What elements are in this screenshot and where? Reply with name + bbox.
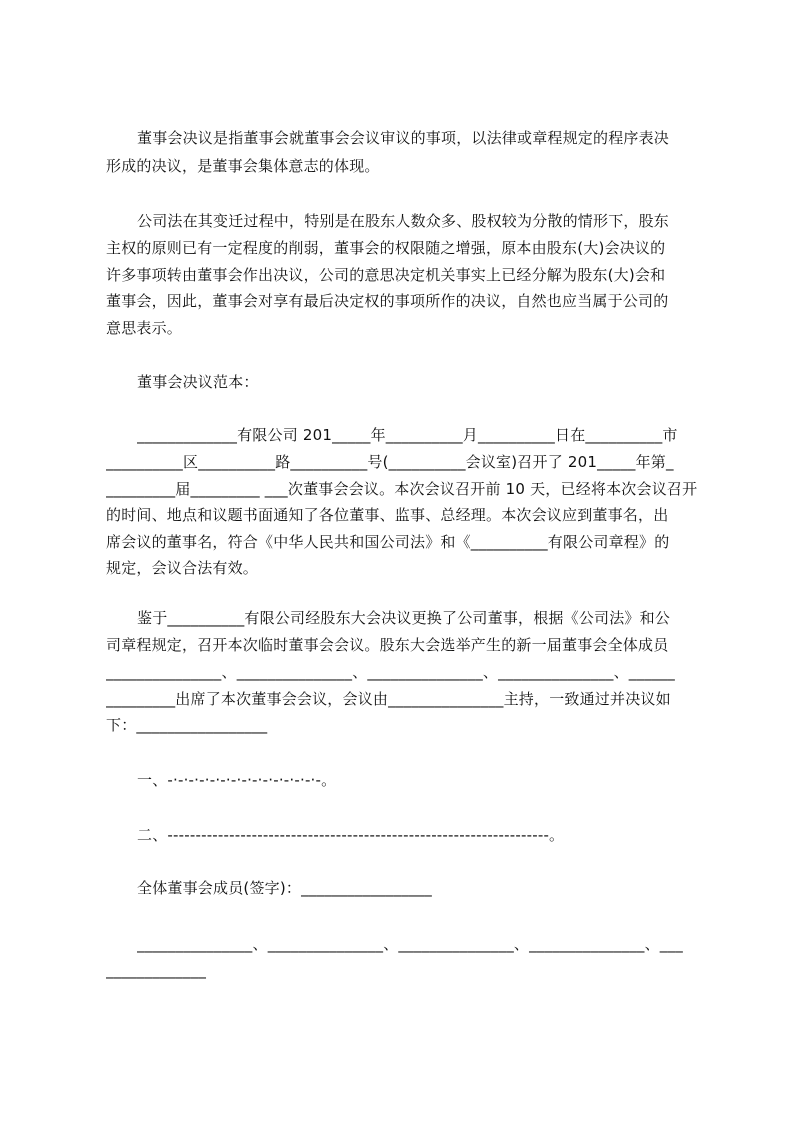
item-one: 一、-·-·-·-·-·-·-·-·-·-·-·-·-·-·-。	[137, 771, 337, 789]
para-meeting-info-line-1: _____________有限公司 201_____年__________月__________日在__________市	[137, 426, 678, 444]
para-company-law-line-3: 许多事项转由董事会作出决议，公司的意思决定机关事实上已经分解为股东(大)会和	[106, 266, 666, 284]
item-two: 二、--------------------------------------------------------------------。	[137, 826, 565, 844]
signature-lines-line-1: _______________、_______________、_______________、_______________、___	[137, 935, 683, 953]
para-resolution-line-5: 下：_________________	[106, 716, 268, 734]
para-company-law-line-4: 董事会，因此，董事会对享有最后决定权的事项所作的决议，自然也应当属于公司的	[106, 292, 669, 310]
signature-lines-line-2: _____________	[106, 961, 207, 979]
para-meeting-info-line-3: _________届_________ ___次董事会会议。本次会议召开前 10 天，已经将本次会议召开	[106, 480, 698, 498]
para-definition-line-1: 董事会决议是指董事会就董事会会议审议的事项，以法律或章程规定的程序表决	[137, 129, 670, 147]
para-resolution-line-3: _______________、_______________、_______________、_______________、______	[106, 663, 676, 681]
para-company-law-line-1: 公司法在其变迁过程中，特别是在股东人数众多、股权较为分散的情形下，股东	[137, 212, 670, 230]
para-resolution-line-4: _________出席了本次董事会会议，会议由_______________主持，一致通过并决议如	[106, 690, 671, 708]
para-definition-line-2: 形成的决议，是董事会集体意志的体现。	[106, 157, 380, 175]
para-template-title: 董事会决议范本：	[137, 373, 259, 391]
para-meeting-info-line-5: 席会议的董事名，符合《中华人民共和国公司法》和《__________有限公司章程》的	[106, 533, 670, 551]
para-resolution-line-1: 鉴于__________有限公司经股东大会决议更换了公司董事，根据《公司法》和公	[137, 609, 671, 627]
para-meeting-info-line-4: 的时间、地点和议题书面通知了各位董事、监事、总经理。本次会议应到董事名，出	[106, 506, 669, 524]
para-meeting-info-line-6: 规定，会议合法有效。	[106, 559, 259, 577]
para-company-law-line-5: 意思表示。	[106, 319, 183, 337]
para-company-law-line-2: 主权的原则已有一定程度的削弱，董事会的权限随之增强，原本由股东(大)会决议的	[106, 239, 666, 257]
para-resolution-line-2: 司章程规定，召开本次临时董事会会议。股东大会选举产生的新一届董事会全体成员	[106, 636, 669, 654]
para-meeting-info-line-2: __________区__________路__________号(__________会议室)召开了 201_____年第_	[106, 453, 674, 471]
signature-label: 全体董事会成员(签字)：_________________	[137, 879, 433, 897]
